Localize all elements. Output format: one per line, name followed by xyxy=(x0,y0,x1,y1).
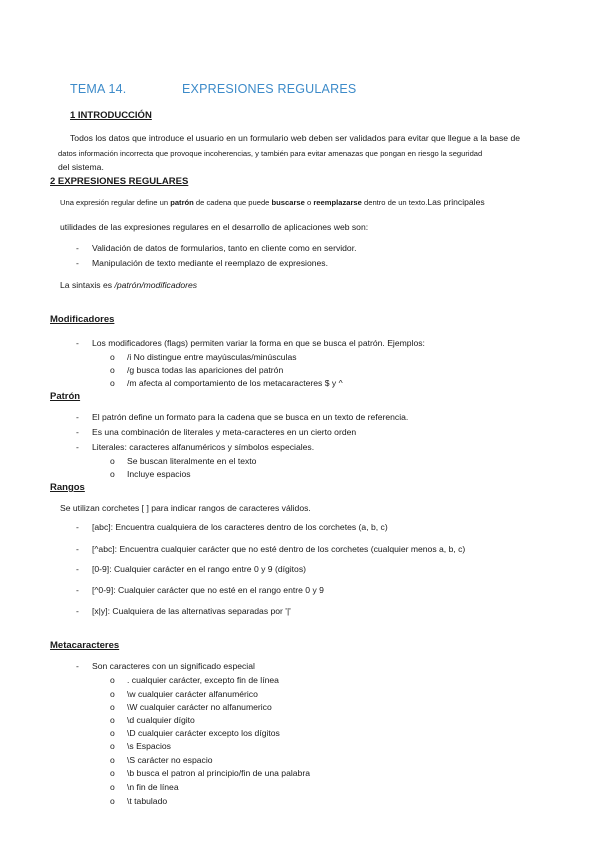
section2-line-1: Una expresión regular define un patrón de cadena que puede buscarse o reemplazarse dentro de un texto.Las principales xyxy=(60,197,485,207)
list-item: [^0-9]: Cualquier carácter que no esté en el rango entre 0 y 9 xyxy=(92,585,324,595)
circle-bullet: o xyxy=(110,675,115,685)
circle-bullet: o xyxy=(110,728,115,738)
rangos-intro: Se utilizan corchetes [ ] para indicar rangos de caracteres válidos. xyxy=(60,503,311,513)
circle-bullet: o xyxy=(110,469,115,479)
circle-bullet: o xyxy=(110,378,115,388)
list-item: \D cualquier carácter excepto los dígitos xyxy=(127,728,280,738)
list-item: Literales: caracteres alfanuméricos y símbolos especiales. xyxy=(92,442,315,452)
rangos-heading: Rangos xyxy=(50,482,85,493)
circle-bullet: o xyxy=(110,755,115,765)
intro-line-2: datos información incorrecta que provoque incoherencias, y también para evitar amenazas que pongan en riesgo la seguridad xyxy=(58,149,483,158)
circle-bullet: o xyxy=(110,352,115,362)
dash-bullet: - xyxy=(76,243,79,253)
section2-line-2: utilidades de las expresiones regulares en el desarrollo de aplicaciones web son: xyxy=(60,222,369,232)
intro-line-1: Todos los datos que introduce el usuario en un formulario web deben ser validados para evitar que llegue a la base de xyxy=(70,133,521,143)
tema-number: TEMA 14. xyxy=(70,82,127,96)
list-item: Son caracteres con un significado especial xyxy=(92,661,255,671)
list-item: [x|y]: Cualquiera de las alternativas separadas por '|' xyxy=(92,606,291,616)
list-item: Manipulación de texto mediante el reemplazo de expresiones. xyxy=(92,258,328,268)
list-item: \S carácter no espacio xyxy=(127,755,213,765)
circle-bullet: o xyxy=(110,689,115,699)
dash-bullet: - xyxy=(76,585,79,595)
circle-bullet: o xyxy=(110,782,115,792)
circle-bullet: o xyxy=(110,702,115,712)
list-item: [abc]: Encuentra cualquiera de los caracteres dentro de los corchetes (a, b, c) xyxy=(92,522,388,532)
dash-bullet: - xyxy=(76,338,79,348)
list-item: [0-9]: Cualquier carácter en el rango entre 0 y 9 (dígitos) xyxy=(92,564,307,574)
dash-bullet: - xyxy=(76,661,79,671)
circle-bullet: o xyxy=(110,768,115,778)
list-item: El patrón define un formato para la cadena que se busca en un texto de referencia. xyxy=(92,412,409,422)
list-item: \d cualquier dígito xyxy=(127,715,195,725)
dash-bullet: - xyxy=(76,522,79,532)
circle-bullet: o xyxy=(110,796,115,806)
circle-bullet: o xyxy=(110,715,115,725)
syntax-line: La sintaxis es /patrón/modificadores xyxy=(60,280,198,290)
list-item: \W cualquier carácter no alfanumerico xyxy=(127,702,272,712)
dash-bullet: - xyxy=(76,427,79,437)
dash-bullet: - xyxy=(76,412,79,422)
metacaracteres-heading: Metacaracteres xyxy=(50,640,120,651)
list-item: Se buscan literalmente en el texto xyxy=(127,456,257,466)
dash-bullet: - xyxy=(76,564,79,574)
patron-heading: Patrón xyxy=(50,391,81,402)
list-item: /m afecta al comportamiento de los metacaracteres $ y ^ xyxy=(127,378,343,388)
list-item: Validación de datos de formularios, tanto en cliente como en servidor. xyxy=(92,243,357,253)
intro-heading: 1 INTRODUCCIÓN xyxy=(70,110,152,121)
circle-bullet: o xyxy=(110,456,115,466)
list-item: \w cualquier carácter alfanumérico xyxy=(127,689,258,699)
list-item: \n fin de línea xyxy=(127,782,179,792)
section2-heading: 2 EXPRESIONES REGULARES xyxy=(50,176,189,187)
list-item: . cualquier carácter, excepto fin de línea xyxy=(127,675,279,685)
page-title: EXPRESIONES REGULARES xyxy=(182,82,357,96)
list-item: \b busca el patron al principio/fin de una palabra xyxy=(127,768,310,778)
circle-bullet: o xyxy=(110,365,115,375)
list-item: \t tabulado xyxy=(127,796,168,806)
dash-bullet: - xyxy=(76,442,79,452)
intro-line-3: del sistema. xyxy=(58,162,104,172)
dash-bullet: - xyxy=(76,258,79,268)
modificadores-heading: Modificadores xyxy=(50,314,115,325)
dash-bullet: - xyxy=(76,544,79,554)
dash-bullet: - xyxy=(76,606,79,616)
list-item: Es una combinación de literales y meta-caracteres en un cierto orden xyxy=(92,427,357,437)
list-item: \s Espacios xyxy=(127,741,171,751)
circle-bullet: o xyxy=(110,741,115,751)
list-item: /i No distingue entre mayúsculas/minúsculas xyxy=(127,352,297,362)
list-item: [^abc]: Encuentra cualquier carácter que no esté dentro de los corchetes (cualquier menos a, b, c) xyxy=(92,544,466,554)
list-item: /g busca todas las apariciones del patrón xyxy=(127,365,284,375)
list-item: Los modificadores (flags) permiten variar la forma en que se busca el patrón. Ejemplos: xyxy=(92,338,425,348)
list-item: Incluye espacios xyxy=(127,469,191,479)
